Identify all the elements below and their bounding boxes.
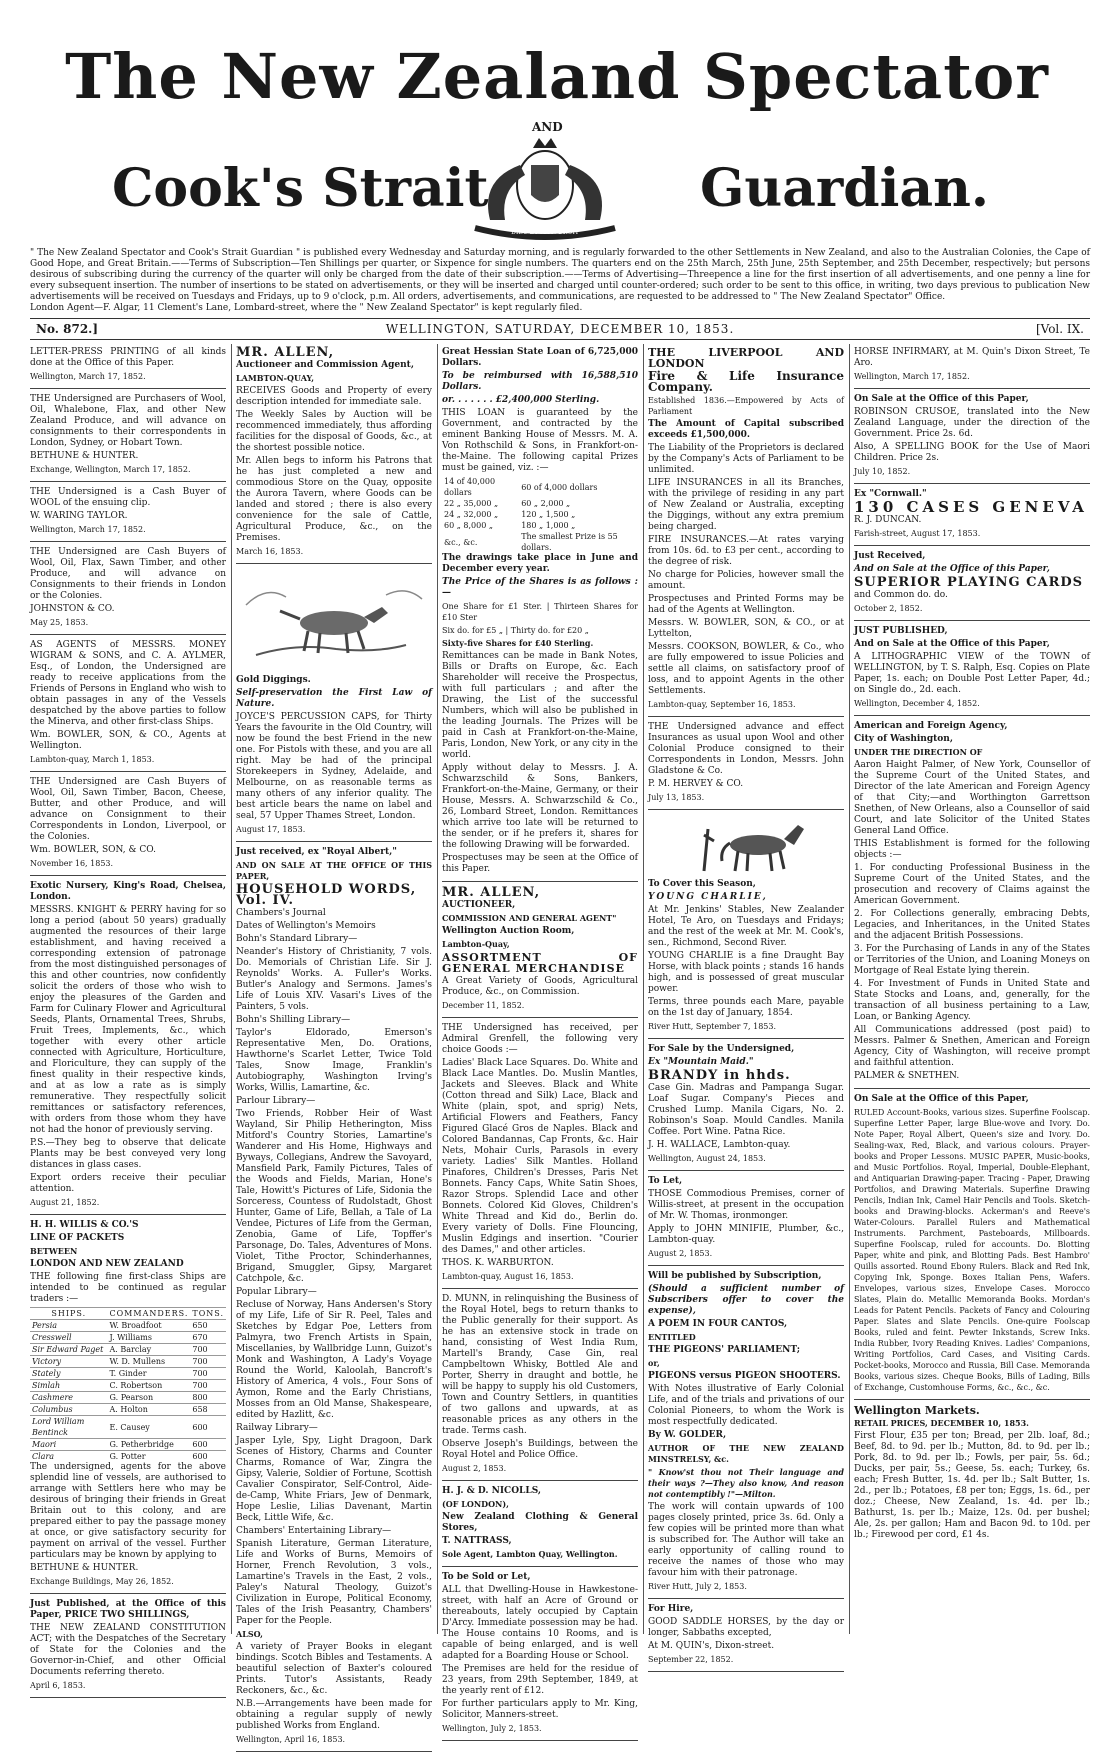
ad-date: Lambton-quay, September 16, 1853.: [648, 700, 796, 709]
masthead: [0, 0, 1114, 250]
ad-date: Exchange Buildings, May 26, 1852.: [30, 1577, 174, 1586]
column-header: SHIPS.: [30, 1308, 108, 1320]
ad-date: Lambton-quay, March 1, 1853.: [30, 755, 155, 764]
ad-subheading: (OF LONDON),: [442, 1499, 509, 1509]
ad-body: THE Undersigned are Cash Buyers of Wool, Oil, Sawn Timber, Bacon, Cheese, Butter, and other Produce, and will advance on Consignment to their Correspondents in London, Liverpool, or the Colonies.: [30, 777, 226, 842]
library-list: Two Friends, Robber Heir of Wast Wayland, Sir Philip Hetherington, Miss Mitford's Country Stories, Lamartine's Wanderer and His Home, Highways and Byways, Collegians, Andrew the Savoyard, Mansfield Park, Family Pictures, Tales of the Woods and Fields, Marian, Hone's Tale, Howitt's Pictures of Life, Sidonia the Sorceress, Countess of Rudolstadt, Ghost Hunter, Game of Life, Bellah, a Tale of La Vendee, Pictures of Life from the German, Zenobia, Game of Life, Topffer's Parsonage, Do. Tales, Adventures of Mons. Violet, Tithe Proctor, Schinderhannes, Brigand, Smuggler, Gipsy, Margaret Catchpole, &c.: [236, 1109, 432, 1284]
advertisement: [648, 1173, 844, 1266]
ad-date: April 6, 1853.: [30, 1681, 86, 1690]
advertisement: [442, 1291, 638, 1481]
advertisement: [648, 812, 844, 1039]
ad-date: River Hutt, September 7, 1853.: [648, 1022, 777, 1031]
ad-body: At Mr. Jenkins' Stables, New Zealander Hotel, Te Aro, on Tuesdays and Fridays; and the rest of the week at Mr. M. Cook's, sen., Richmond, Second River.: [648, 905, 844, 948]
ad-body: THE Undersigned advance and effect Insurances as usual upon Wool and other Colonial Produce consigned to their Correspondents in London, Messrs. John Gladstone & Co.: [648, 722, 844, 776]
ad-heading: MR. ALLEN,: [236, 345, 335, 360]
advertisement: [30, 484, 226, 542]
ad-subheading: ALSO,: [236, 1629, 263, 1639]
advertisement: [854, 391, 1090, 484]
column-header: TONS.: [192, 1309, 224, 1318]
ad-body: All Communications addressed (post paid) to Messrs. Palmer & Snethen, American and Foreign Agency, City of Washington, will receive prompt and faithful attention.: [854, 1025, 1090, 1068]
library-list: Taylor's Eldorado, Emerson's Representative Men, Do. Orations, Hawthorne's Scarlet Letter, Twice Told Tales, Snow Image, Franklin's Autobiography, Washington Irving's Works, Willis, Lamartine, &c.: [236, 1028, 432, 1093]
ad-subheading: BETWEEN: [30, 1246, 78, 1256]
ad-heading: Wellington Markets.: [854, 1404, 980, 1417]
ad-date: Exchange, Wellington, March 17, 1852.: [30, 465, 191, 474]
ad-heading: THE LIVERPOOL AND LONDON: [648, 346, 844, 370]
advertisement: [236, 344, 432, 564]
hunting-dog-illustration: [236, 575, 432, 665]
ad-body: THE NEW ZEALAND CONSTITUTION ACT; with the Despatches of the Secretary of State for the Colonies and the Governor-in-Chief, and other Official Documents referring thereto.: [30, 1623, 226, 1677]
ad-date: Farish-street, August 17, 1853.: [854, 529, 981, 538]
advertisement: [442, 884, 638, 1018]
notice-agent: London Agent—F. Algar, 11 Clement's Lane, Lombard-street, where the " New Zealand Spectator" is kept regularly filed.: [30, 303, 583, 313]
ad-heading: Great Hessian State Loan of 6,725,000 Dollars.: [442, 347, 638, 368]
table-row: &c., &c. The smallest Prize is 55 dollars.: [444, 532, 618, 552]
ad-body: RECEIVES Goods and Property of every description intended for immediate sale.: [236, 386, 432, 407]
advertisement: [648, 719, 844, 810]
table-row: [30, 1380, 226, 1392]
poem-name: THE PIGEONS' PARLIAMENT;: [648, 1345, 801, 1355]
ad-body: THIS LOAN is guaranteed by the Government, and contracted by the eminent Banking House of Messrs. M. A. Von Rothschild & Sons, in Frankfort-on-the-Maine. The following capital Prizes must be gained, viz. :—: [442, 408, 638, 473]
table-row: [30, 1404, 226, 1416]
ad-subheading: To be reimbursed with 16,588,510 Dollars.: [442, 371, 638, 392]
ad-body: YOUNG CHARLIE is a fine Draught Bay Horse, with black points ; stands 16 hands high, and is possessed of great muscular power.: [648, 951, 844, 994]
advertisement: [30, 878, 226, 1215]
ad-subheading: COMMISSION AND GENERAL AGENT": [442, 913, 617, 923]
ship-commander: G. Petherbridge: [108, 1439, 191, 1451]
ad-signature: Apply to JOHN MINIFIE, Plumber, &c., Lambton-quay.: [648, 1224, 844, 1245]
library-list: Spanish Literature, German Literature, Life and Works of Burns, Memoirs of Horner, French Revolution, 3 vols., Lamartine's Travels in the East, 2 vols., Paley's Natural Theology, Guizot's Civilization in Europe, Political Economy, Tales of the Irish Peasantry, Chambers' Paper for the People.: [236, 1539, 432, 1626]
advertisement: [648, 344, 844, 717]
advertisement: [854, 718, 1090, 1089]
ship-name: Sir Edward Paget: [30, 1344, 108, 1356]
library-list: Recluse of Norway, Hans Andersen's Story of my Life, Life of Sir R. Peel, Tales and Sketches by Edgar Poe, Letters from Palmyra, two French Artists in Spain, Miscellanies, by Wallbridge Lunn, Guizot's Monk and Washington, A Lady's Voyage Round the World, Kaloolah, Bancroft's History of America, 4 vols., Four Sons of Aymon, Rome and the Early Christians, Mosses from an Old Manse, Shakespeare, edited by Hazlitt, &c.: [236, 1300, 432, 1420]
ad-subheading: or. . . . . . . £2,400,000 Sterling.: [442, 395, 600, 405]
prize-table: [442, 476, 638, 553]
library-heading: Railway Library—: [236, 1423, 318, 1433]
table-row: 60 „ 8,000 „ 180 „ 1,000 „: [444, 521, 576, 530]
ad-body: FIRE INSURANCES.—At rates varying from 10s. 6d. to £3 per cent., according to the degree of risk.: [648, 535, 844, 567]
ad-subheading: And on Sale at the Office of this Paper,: [854, 639, 1050, 649]
masthead-subtitle-left: Cook's Strait: [112, 158, 489, 219]
ad-body: Messrs. COOKSON, BOWLER, & Co., who are fully empowered to issue Policies and settle all claims, on satisfactory proof of loss, and to appoint Agents in the other Settlements.: [648, 642, 844, 696]
ad-heading: American and Foreign Agency,: [854, 721, 1008, 731]
ship-name: Stately: [30, 1368, 108, 1380]
ad-date: September 22, 1852.: [648, 1655, 734, 1664]
ad-note: Export orders receive their peculiar attention.: [30, 1173, 226, 1194]
column-3: [442, 344, 638, 1733]
ad-heading: To Cover this Season,: [648, 879, 756, 889]
ad-body: D. MUNN, in relinquishing the Business of the Royal Hotel, begs to return thanks to the Public generally for their support. As he has an extensive stock in trade on hand, consisting of West India Rum, Martell's Brandy, Case Gin, real Campbeltown Whisky, Bottled Ale and Porter, Sherry in draught and bottle, he will be happy to supply his old Customers, Town and Country Settlers, in quantities of two gallons and upwards, at as reasonable prices as any others in the trade. Terms cash.: [442, 1294, 638, 1436]
ship-commander: A. Barclay: [108, 1344, 191, 1356]
library-list: A variety of Prayer Books in elegant bindings. Scotch Bibles and Testaments. A beautiful selection of Baxter's coloured Prints. Tutor's Assistants, Ready Reckoners, &c., &c.: [236, 1642, 432, 1696]
ad-subheading: LAMBTON-QUAY,: [236, 373, 314, 383]
ship-commander: W. D. Mullens: [108, 1356, 191, 1368]
ad-body: 3. For the Purchasing of Lands in any of the States or Territories of the Union, and Loaning Moneys on Mortgage of Real Estate lying therein.: [854, 944, 1090, 976]
ad-heading: Just received, ex "Royal Albert,": [236, 847, 397, 857]
ad-heading: H. J. & D. NICOLLS,: [442, 1486, 542, 1496]
price-line: Six do. for £5 „ | Thirty do. for £20 „: [442, 626, 589, 635]
horse-name: YOUNG CHARLIE,: [648, 892, 768, 902]
table-row: [30, 1392, 226, 1404]
ad-body: The drawings take place in June and December every year.: [442, 553, 638, 574]
library-heading: Popular Library—: [236, 1287, 317, 1297]
ad-subheading: New Zealand Clothing & General Stores,: [442, 1512, 638, 1533]
ad-body: Prospectuses and Printed Forms may be had of the Agents at Wellington.: [648, 594, 844, 615]
ad-signature: Wm. BOWLER, SON, & CO.: [30, 845, 156, 855]
ship-name: Cresswell: [30, 1332, 108, 1344]
book-item: Chambers's Journal: [236, 908, 326, 918]
ad-signature: Messrs. W. BOWLER, SON, & CO., or at Lyttelton,: [648, 618, 844, 639]
ad-body: BRANDY in hhds.: [648, 1068, 791, 1083]
ship-commander: J. Williams: [108, 1332, 191, 1344]
ad-postscript: P.S.—They beg to observe that delicate Plants may be best conveyed very long distances in glass cases.: [30, 1138, 226, 1170]
ad-subheading: AND ON SALE AT THE OFFICE OF THIS PAPER,: [236, 860, 432, 881]
ad-signature: JOHNSTON & CO.: [30, 604, 115, 614]
table-row: 14 of 40,000 dollars 60 of 4,000 dollars: [444, 477, 598, 497]
advertisement: [30, 637, 226, 772]
ad-body: A Great Variety of Goods, Agricultural Produce, &c., on Commission.: [442, 976, 638, 997]
ad-body: GOOD SADDLE HORSES, by the day or longer, Sabbaths excepted,: [648, 1617, 844, 1638]
column-5: [854, 344, 1090, 1634]
ad-signature: J. H. WALLACE, Lambton-quay.: [648, 1140, 791, 1150]
poem-name: PIGEONS versus PIGEON SHOOTERS.: [648, 1371, 841, 1381]
column-rule: [437, 344, 438, 1634]
ad-subheading: And on Sale at the Office of this Paper,: [854, 564, 1050, 574]
market-prices: First Flour, £35 per ton; Bread, per 2lb. loaf, 8d.; Beef, 8d. to 9d. per lb.; Mutton, 8d. to 9d. per lb.; Pork, 8d. to 9d. per lb.; Fowls, per pair, 5s. 6d.; Ducks, per pair, 5s.; Geese, 5s. each; Turkey, 6s. each; Fresh Butter, 1s. 4d. per lb.; Salt Butter, 1s. 2d., per lb.; Potatoes, £8 per ton; Eggs, 1s. 6d., per doz.; Cheese, New Zealand, 1s. 4d. per lb.; Bathurst, 1s. per lb.; Maize, 12s. 0d. per bushel; Ale, 2s. per gallon; Ham and Bacon 9d. to 10d. per lb.; Firewood per cord, £1 4s.: [854, 1431, 1090, 1540]
ad-body: A LITHOGRAPHIC VIEW of the TOWN of WELLINGTON, by T. S. Ralph, Esq. Copies on Plate Paper, 1s. each; on Double Post Letter Paper, 4d.; on Single do., 2d. each.: [854, 652, 1090, 695]
library-heading: Bohn's Shilling Library—: [236, 1015, 351, 1025]
volume-number: [Vol. IX.: [1035, 322, 1084, 336]
ad-heading: Just Received,: [854, 551, 926, 561]
ad-date: August 2, 1853.: [648, 1249, 713, 1258]
newspaper-title: The New Zealand Spectator: [65, 40, 1049, 113]
advertisement: [854, 548, 1090, 621]
ad-heading: To Let,: [648, 1176, 683, 1186]
ship-name: Clara: [30, 1451, 108, 1463]
ad-capital: The Amount of Capital subscribed exceeds £1,500,000.: [648, 419, 844, 440]
ad-date: Wellington, April 16, 1853.: [236, 1735, 346, 1744]
column-header: COMMANDERS.: [109, 1309, 189, 1318]
ad-body: No charge for Policies, however small the amount.: [648, 570, 844, 591]
notice-terms: " The New Zealand Spectator and Cook's Strait Guardian " is published every Wednesday and Saturday morning, and is regularly forwarded to the other Settlements in New Zealand, and also to the Australian Colonies, the Cape of Good Hope, and Great Britain.——Terms of Subscription—Ten Shillings per quarter, or Sixpence for single numbers. The quarters end on the 25th March, 25th June, 25th September, and 25th December, respectively; but persons desirous of subscribing during the currency of the quarter will only be charged from the date of their subscription.——Terms of Advertising—Threepence a line for the first insertion of all advertisements, and one penny a line for every subsequent insertion. The number of insertions to be stated on advertisements, or they will be inserted and charged until counter-ordered; such order to be sent to this office, in writing, two days previous to publication New advertisements will be received on Tuesdays and Fridays, up to 9 o'clock, p.m. All orders, advertisements, and communications, are requested to be addressed to " The New Zealand Spectator" Office.: [30, 248, 1090, 302]
ship-commander: A. Holton: [108, 1404, 191, 1416]
advertisement: [442, 344, 638, 882]
ad-body: 4. For Investment of Funds in United State and State Stocks and Loans, and, generally, for the transaction of all business pertaining to a Law, Loan, or Banking Agency.: [854, 979, 1090, 1022]
ship-tons: 650: [190, 1320, 226, 1332]
advertisement: [30, 1217, 226, 1594]
ad-subheading: LONDON AND NEW ZEALAND: [30, 1259, 184, 1269]
ad-date: July 13, 1853.: [648, 793, 705, 802]
ship-tons: 700: [190, 1368, 226, 1380]
publication-notice: [30, 248, 1090, 314]
ad-signature: BETHUNE & HUNTER.: [30, 1563, 139, 1573]
ad-body: Remittances can be made in Bank Notes, Bills or Drafts on Europe, &c. Each Shareholder will receive the Prospectus, with full particulars ; and after the Drawing, the List of the successful Numbers, which will also be published in the leading Journals. The Prizes will be paid in Cash at Frankfort-on-the-Maine, Paris, London, New York, or any city in the world.: [442, 651, 638, 760]
ship-commander: T. Ginder: [108, 1368, 191, 1380]
table-row: [30, 1416, 226, 1439]
ad-signature: PALMER & SNETHEN.: [854, 1071, 960, 1081]
advertisement: [854, 623, 1090, 716]
horse-illustration: [648, 815, 844, 875]
advertisement: [30, 544, 226, 635]
ad-date: May 25, 1853.: [30, 618, 89, 627]
ship-tons: 658: [190, 1404, 226, 1416]
table-row: [30, 1320, 226, 1332]
advertisement: [236, 566, 432, 842]
advertisement: [648, 1041, 844, 1171]
library-heading: Bohn's Standard Library—: [236, 934, 358, 944]
ad-body: JOYCE'S PERCUSSION CAPS, for Thirty Years the favourite in the Old Country, will now be found the best Friend in the new one. For Pistols with these, and you are all right. May be had of the principal Storekeepers in Sydney, Adelaide, and Melbourne, on as reasonable terms as many others of any inferior quality. The best article bears the name on label and seal, 57 Upper Thames Street, London.: [236, 712, 432, 821]
table-row: [30, 1344, 226, 1356]
stationery-list: RULED Account-Books, various sizes. Superfine Foolscap. Superfine Letter Paper, large Blue-wove and Ivory. Do. Note Paper, Royal Albert, Queen's size and Ivory. Do. Sealing-wax, Red, Black, and various colours. Prayer-books and Proper Lessons. MUSIC PAPER, Music-books, and Music Portfolios. Royal, Imperial, Double-Elephant, and Antiquarian Drawing-paper. Tracing - Paper, Drawing Portfolios, and Drawing Materials. Superfine Drawing Pencils, Indian Ink, Camel Hair Pencils and Tools. Sketch-books and Drawing-blocks. Ackerman's and Reeve's Water-Colours. Parallel Rulers and Mathematical Instruments. Parchment, Pasteboards, Millboards. Superfine Foolscap, ruled for accounts. Do. Blotting Paper, white and pink, and Blotting Pads. Best Hambro' Quills assorted. Round Ebony Rulers. Black and Red Ink, Copying Ink, Sponge. Boxes Italian Pens, Wafers. Envelopes, various sizes, Envelope Cases. Morocco Slates, Plain do. Metallic Memoranda Books. Mordan's Leads for Patent Pencils. Packets of Fancy and Colouring Paper. Slates and Slate Pencils. One-quire Foolscap Books, ruled and feint. Pewter Inkstands, Screw Inks. India Rubber, Ivory Reading Knives. Ladies' Companions, Writing Portfolios, Card Cases, and Visiting Cards. Pocket-books, Morocco and Russia, Bill Case. Memoranda Books, various sizes. Cheque Books, Bills of Lading, Bills of Exchange, Customhouse Forms, &c., &c., &c.: [854, 1108, 1090, 1392]
ad-body: Apply without delay to Messrs. J. A. Schwarzschild & Sons, Bankers, Frankfort-on-the-Maine, Germany, or their House, Messrs. A. Schwarzschild & Co., 26, Lombard Street, London. Remittances which arrive too late will be returned to the sender, or if he prefers it, shares for the following Drawing will be forwarded.: [442, 763, 638, 850]
advertisement: [30, 391, 226, 482]
ad-subheading: AUCTIONEER,: [442, 900, 516, 910]
ad-body: HORSE INFIRMARY, at M. Quin's Dixon Street, Te Aro.: [854, 347, 1090, 368]
ad-date: River Hutt, July 2, 1853.: [648, 1582, 747, 1591]
library-heading: Chambers' Entertaining Library—: [236, 1526, 392, 1536]
ad-body: Observe Joseph's Buildings, between the Royal Hotel and Police Office.: [442, 1439, 638, 1460]
advertisement: [854, 1091, 1090, 1400]
ad-heading: H. H. WILLIS & CO.'S: [30, 1220, 139, 1230]
ad-body: The undersigned, agents for the above splendid line of vessels, are authorised to arrange with Settlers here who may be desirous of bringing their friends in Great Britain out to this colony, and are prepared either to pay the passage money at once, or give satisfactory security for payment on arrival of the vessel. Further particulars may be known by applying to: [30, 1462, 226, 1560]
ship-name: Columbus: [30, 1404, 108, 1416]
ad-heading: JUST PUBLISHED,: [854, 626, 948, 636]
ad-date: Wellington, July 2, 1853.: [442, 1724, 542, 1733]
ad-signature: P. M. HERVEY & CO.: [648, 779, 744, 789]
masthead-and: AND: [532, 120, 563, 134]
ad-body: With Notes illustrative of Early Colonial Life, and of the trials and privations of our Colonial Pioneers, to whom the Work is most respectfully dedicated.: [648, 1384, 844, 1427]
poem-author: By W. GOLDER,: [648, 1430, 727, 1440]
ad-body: THE Undersigned has received, per Admiral Grenfell, the following very choice Goods :—: [442, 1023, 638, 1055]
ship-tons: 700: [190, 1344, 226, 1356]
poem-quote: " Know'st thou not Their language and their ways ?—They also know, And reason not contemptibly !"—Milton.: [648, 1467, 844, 1499]
table-row: [30, 1332, 226, 1344]
issue-date: WELLINGTON, SATURDAY, DECEMBER 10, 1853.: [385, 322, 735, 336]
ad-heading: Gold Diggings.: [236, 675, 311, 685]
ad-subheading: Ex "Mountain Maid.": [648, 1057, 754, 1067]
ad-subheading: Fire & Life Insurance Company.: [648, 369, 844, 394]
ad-heading: For Sale by the Undersigned,: [648, 1044, 795, 1054]
ad-body: 1. For conducting Professional Business in the Supreme Court of the United States, and the prosecution and recovery of Claims against the American Government.: [854, 863, 1090, 906]
ship-tons: 670: [190, 1332, 226, 1344]
library-heading: Parlour Library—: [236, 1096, 316, 1106]
ship-tons: 600: [190, 1439, 226, 1451]
ad-title: HOUSEHOLD WORDS, Vol. IV.: [236, 882, 417, 908]
ad-body: Also, A SPELLING BOOK for the Use of Maori Children. Price 2s.: [854, 442, 1090, 463]
ad-motto: Self-preservation the First Law of Nature.: [236, 688, 432, 709]
ad-body: SUPERIOR PLAYING CARDS: [854, 575, 1084, 590]
ad-subheading: (Should a sufficient number of Subscribers offer to cover the expense),: [648, 1284, 844, 1316]
ad-date: October 2, 1852.: [854, 604, 923, 613]
advertisement: [30, 774, 226, 876]
advertisement: [648, 1268, 844, 1599]
ships-table: [30, 1307, 226, 1462]
ad-date: August 17, 1853.: [236, 825, 306, 834]
ad-body: THOSE Commodious Premises, corner of Willis-street, at present in the occupation of Mr. W. Thomas, ironmonger.: [648, 1189, 844, 1221]
ship-name: Simlah: [30, 1380, 108, 1392]
ad-signature: At M. QUIN's, Dixon-street.: [648, 1641, 775, 1651]
ad-subheading: ENTITLED: [648, 1332, 696, 1342]
royal-crest-icon: [430, 130, 660, 240]
ad-body: and Common do. do.: [854, 590, 948, 600]
ad-date: Wellington, March 17, 1852.: [30, 525, 146, 534]
book-item: Dates of Wellington's Memoirs: [236, 921, 376, 931]
ad-body: THIS Establishment is formed for the following objects :—: [854, 839, 1090, 860]
advertisement: [854, 344, 1090, 389]
goods-list: Ladies' Black Lace Squares. Do. White and Black Lace Mantles. Do. Muslin Mantles, Jackets and Sleeves. Black and White (Cotton thread and Silk) Lace, Black and White (plain, spot, and sprig) Nets, Artificial Flowers and Feathers, Fancy Figured Glacé Gros de Naples. Black and Colored Bandannas, Cap Fronts, &c. Hair Nets, Mohair Curls, Parasols in every variety. Ladies' Silk Mantles. Holland Pinafores, Children's Dresses, Paris Net Bonnets. Fancy Caps, White Satin Shoes, Razor Strops. Splendid Lace and other Bonnets. Colored Kid Gloves, Children's White Thread and Kid do., Berlin do. Every variety of Dolls. Fine Flouncing, Muslin Edgings and insertion. "Courier des Dames," and other articles.: [442, 1058, 638, 1255]
ad-heading: On Sale at the Office of this Paper,: [854, 394, 1029, 404]
column-2: [236, 344, 432, 1744]
ad-subheading: RETAIL PRICES, DECEMBER 10, 1853.: [854, 1418, 1029, 1428]
ad-signature: BETHUNE & HUNTER.: [30, 451, 139, 461]
ad-date: December 11, 1852.: [442, 1001, 525, 1010]
ship-tons: 700: [190, 1356, 226, 1368]
advertisement: [648, 1601, 844, 1672]
column-rule: [231, 344, 232, 1634]
ad-body: LIFE INSURANCES in all its Branches, with the privilege of residing in any part of New Zealand or Australia, excepting the Diggings, without any extra premium being charged.: [648, 478, 844, 532]
dateline: [30, 318, 1090, 340]
ship-tons: 600: [190, 1451, 226, 1463]
ship-name: Lord William Bentinck: [30, 1416, 108, 1439]
ad-body: THE Undersigned are Cash Buyers of Wool, Oil, Flax, Sawn Timber, and other Produce, and will advance on Consignments to their friends in London or the Colonies.: [30, 547, 226, 601]
ad-heading: Will be published by Subscription,: [648, 1271, 822, 1281]
table-row: [30, 1368, 226, 1380]
advertisement: [236, 844, 432, 1752]
table-header-row: [30, 1308, 226, 1320]
column-rule: [643, 344, 644, 1634]
ad-body: ROBINSON CRUSOE, translated into the New Zealand Language, under the direction of the Government. Price 2s. 6d.: [854, 407, 1090, 439]
table-row: 24 „ 32,000 „ 120 „ 1,500 „: [444, 510, 576, 519]
ad-heading: Exotic Nursery, King's Road, Chelsea, London.: [30, 881, 226, 902]
ship-name: Cashmere: [30, 1392, 108, 1404]
ad-subheading: T. NATTRASS,: [442, 1536, 512, 1546]
ad-date: Wellington, March 17, 1852.: [30, 372, 146, 381]
advertisement: [442, 1569, 638, 1741]
ship-commander: E. Causey: [108, 1416, 191, 1439]
ad-date: August 21, 1852.: [30, 1198, 100, 1207]
ad-body: The work will contain upwards of 100 pages closely printed, price 3s. 6d. Only a few copies will be printed more than what is subscribed for. The Author will take an early opportunity of calling round to receive the names of those who may favour him with their patronage.: [648, 1502, 844, 1578]
ad-note: Established 1836.—Empowered by Acts of Parliament: [648, 396, 844, 416]
ad-date: November 16, 1853.: [30, 859, 114, 868]
ad-heading: For Hire,: [648, 1604, 694, 1614]
crest-motto: DIEU ET MON DROIT: [511, 229, 579, 236]
ad-signature: THOS. K. WARBURTON.: [442, 1258, 554, 1268]
ad-body: Aaron Haight Palmer, of New York, Counsellor of the Supreme Court of the United States, and Director of the late American and Foreign Agency of that City;—and Worthington Garrettson Snethen, of New Orleans, also a Counsellor of said Court, and late Solicitor of the United States General Land Office.: [854, 760, 1090, 836]
ad-note: N.B.—Arrangements have been made for obtaining a regular supply of newly published Works from England.: [236, 1699, 432, 1731]
table-row: [30, 1356, 226, 1368]
ad-body: The Premises are held for the residue of 23 years, from 29th September, 1849, at the yearly rent of £12.: [442, 1664, 638, 1696]
ad-heading: To be Sold or Let,: [442, 1572, 531, 1582]
advertisement: [442, 1020, 638, 1289]
ad-heading: On Sale at the Office of this Paper,: [854, 1094, 1029, 1104]
ship-tons: 600: [190, 1416, 226, 1439]
price-line: Sixty-five Shares for £40 Sterling.: [442, 638, 594, 648]
table-row: [30, 1439, 226, 1451]
ship-commander: G. Pearson: [108, 1392, 191, 1404]
ad-body: 2. For Collections generally, embracing Debts, Legacies, and Inheritances, in the United States and the adjacent British Possessions.: [854, 909, 1090, 941]
ad-body: LETTER-PRESS PRINTING of all kinds done at the Office of this Paper.: [30, 347, 226, 368]
issue-number: No. 872.]: [36, 322, 99, 336]
goods-list: Case Gin. Madras and Pampanga Sugar. Loaf Sugar. Company's Pieces and Crushed Lump. Manila Cigars, No. 2. Robinson's Soap. Mould Candles. Manila Coffee. Port Wine. Patna Rice.: [648, 1083, 844, 1137]
ad-subheading: The Price of the Shares is as follows :—: [442, 577, 638, 598]
ad-body: THE Undersigned are Purchasers of Wool, Oil, Whalebone, Flax, and other New Zealand Produce, and will advance on consignments to their correspondents in London, Sydney, or Hobart Town.: [30, 394, 226, 448]
ad-heading: Ex "Cornwall.": [854, 489, 927, 499]
column-1: [30, 344, 226, 1690]
ad-body: 130 CASES GENEVA: [854, 498, 1088, 516]
ad-body: Prospectuses may be seen at the Office of this Paper.: [442, 853, 638, 874]
ad-date: Wellington, December 4, 1852.: [854, 699, 980, 708]
ad-body: Mr. Allen begs to inform his Patrons that he has just completed a new and commodious Store on the Quay, opposite the Aurora Tavern, where Goods can be landed and stored ; there is also every convenience for the sale of Cattle, Agricultural Produce, &c., on the Premises.: [236, 456, 432, 543]
ad-body: ALL that Dwelling-House in Hawkestone-street, with half an Acre of Ground or thereabouts, lately occupied by Captain D'Arcy. Immediate possession may be had. The House contains 10 Rooms, and is capable of being enlarged, and is well adapted for a Boarding House or School.: [442, 1585, 638, 1661]
ship-name: Maori: [30, 1439, 108, 1451]
advertisement: [30, 1596, 226, 1698]
ad-subheading: Wellington Auction Room,: [442, 926, 575, 936]
ad-date: March 16, 1853.: [236, 547, 304, 556]
ad-heading: Just Published, at the Office of this Paper, PRICE TWO SHILLINGS,: [30, 1599, 226, 1620]
ad-body: The Liability of the Proprietors is declared by the Company's Acts of Parliament to be unlimited.: [648, 443, 844, 475]
ship-name: Victory: [30, 1356, 108, 1368]
ad-body: ASSORTMENT OF GENERAL MERCHANDISE: [442, 951, 638, 975]
ad-body: Terms, three pounds each Mare, payable on the 1st day of January, 1854.: [648, 997, 844, 1018]
library-list: Jasper Lyle, Spy, Light Dragoon, Dark Scenes of History, Charms and Counter Charms, Romance of War, Zingra the Gipsy, Valerie, Soldier of Fortune, Scottish Cavalier Conspirator, Self-Control, Aide-de-Camp, White Friars, Jew of Denmark, Hope Leslie, Lilias Davenant, Martin Beck, Little Wife, &c.: [236, 1436, 432, 1523]
column-rule: [849, 344, 850, 1634]
ad-date: Wellington, August 24, 1853.: [648, 1154, 766, 1163]
ad-subheading: Auctioneer and Commission Agent,: [236, 360, 414, 370]
ad-body: For further particulars apply to Mr. King, Solicitor, Manners-street.: [442, 1699, 638, 1720]
masthead-subtitle-right: Guardian.: [700, 158, 990, 219]
table-row: [30, 1451, 226, 1463]
advertisement: [30, 344, 226, 389]
ad-subheading: LINE OF PACKETS: [30, 1233, 125, 1243]
ship-tons: 700: [190, 1380, 226, 1392]
ad-date: July 10, 1852.: [854, 467, 911, 476]
advertisement: [854, 486, 1090, 546]
advertisement: [854, 1402, 1090, 1547]
column-4: [648, 344, 844, 1664]
poem-author-note: AUTHOR OF THE NEW ZEALAND MINSTRELSY, &c.: [648, 1443, 844, 1464]
ad-body: THE Undersigned is a Cash Buyer of WOOL of the ensuing clip.: [30, 487, 226, 508]
poem-title: A POEM IN FOUR CANTOS,: [648, 1319, 788, 1329]
ad-subheading: Sole Agent, Lambton Quay, Wellington.: [442, 1549, 618, 1559]
library-list: Neander's History of Christianity, 7 vols. Do. Memorials of Christian Life. Sir J. Reynolds' Works. A. Fuller's Works. Butler's Analogy and Sermons. James's Life of Louis XIV. Vasari's Lives of the Painters, 5 vols.: [236, 947, 432, 1012]
ad-date: Lambton-quay, August 16, 1853.: [442, 1272, 574, 1281]
ship-commander: W. Broadfoot: [108, 1320, 191, 1332]
price-line: One Share for £1 Ster. | Thirteen Shares for £10 Ster: [442, 602, 638, 622]
ad-signature: W. WARING TAYLOR.: [30, 511, 128, 521]
ad-body: THE following fine first-class Ships are intended to be continued as regular traders :—: [30, 1272, 226, 1304]
advertisement: [442, 1483, 638, 1567]
ad-body: The Weekly Sales by Auction will be recommenced immediately, thus affording facilities for the disposal of Goods, &c., at the shortest possible notice.: [236, 410, 432, 453]
ad-subheading: City of Washington,: [854, 734, 953, 744]
ship-commander: C. Robertson: [108, 1380, 191, 1392]
ad-subheading: UNDER THE DIRECTION OF: [854, 747, 983, 757]
ad-date: August 2, 1853.: [442, 1464, 507, 1473]
ship-commander: G. Potter: [108, 1451, 191, 1463]
ad-subheading: Lambton-Quay,: [442, 939, 510, 949]
ad-signature: Wm. BOWLER, SON, & CO., Agents at Wellington.: [30, 730, 226, 751]
ship-name: Persia: [30, 1320, 108, 1332]
ad-body: MESSRS. KNIGHT & PERRY having for so long a period (about 50 years) gradually augmented the resources of their large establishment, and having received a corresponding extension of patronage from the most distinguished personages of this and other countries, now confidently solicit the orders of those who wish to enjoy the pleasures of the Garden and Farm for Culinary Flower and Agricultural Seeds, Plants, Ornamental Trees, Shrubs, Fruit Trees, Implements, &c., which together with every other article connected with Agriculture, Horticulture, and Floriculture, they can supply of the finest quality in their respective kinds, and at as low a rate as is simply remunerative. They respectfully solicit remittances or satisfactory references, with orders from those whom they have not had the honor of previously serving.: [30, 905, 226, 1135]
ad-subheading: or,: [648, 1358, 660, 1368]
ad-heading: MR. ALLEN,: [442, 885, 541, 900]
table-row: 22 „ 35,000 „ 60 „ 2,000 „: [444, 499, 571, 508]
ad-date: Wellington, March 17, 1852.: [854, 372, 970, 381]
ship-tons: 800: [190, 1392, 226, 1404]
ad-signature: R. J. DUNCAN.: [854, 515, 922, 525]
ad-body: AS AGENTS of MESSRS. MONEY WIGRAM & SONS, and C. A. AYLMER, Esq., of London, the Undersigned are ready to receive applications from the Friends of Persons in England who wish to obtain passages in any of the Vessels despatched by the above parties to follow the Minerva, and other first-class Ships.: [30, 640, 226, 727]
